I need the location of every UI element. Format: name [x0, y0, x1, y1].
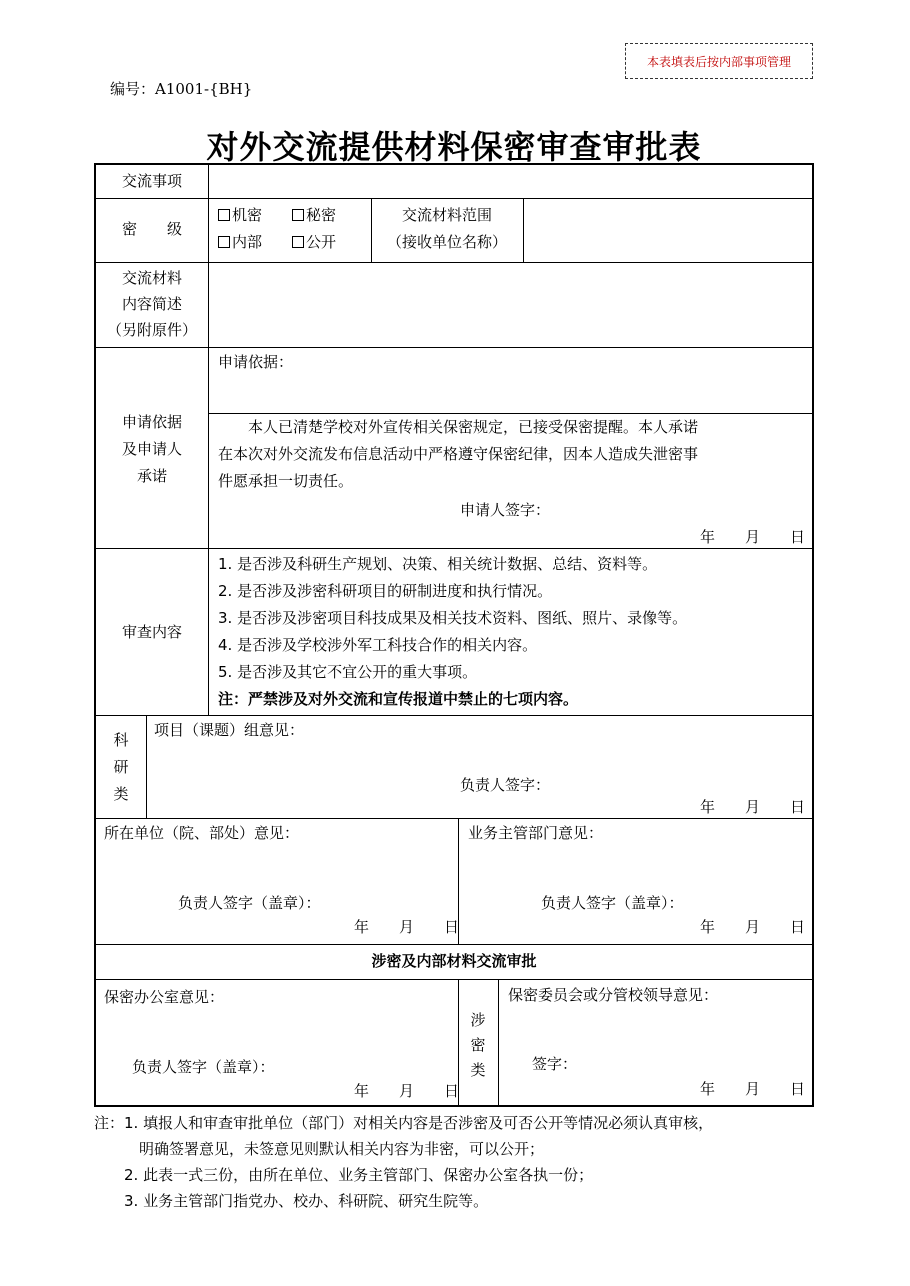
checkbox-internal[interactable]: 内部 — [218, 229, 262, 256]
research-leader-signature: 负责人签字： — [460, 776, 551, 794]
review-note: 注：严禁涉及对外交流和宣传报道中禁止的七项内容。 — [218, 690, 579, 708]
secret-label-1: 涉 — [470, 1011, 486, 1029]
checkbox-confidential[interactable]: 机密 — [218, 202, 262, 229]
unit-opinion-label: 所在单位（院、部处）意见： — [104, 824, 300, 842]
research-label-1: 科 — [113, 731, 129, 749]
committee-signature: 签字： — [532, 1055, 578, 1073]
secret-label-3: 类 — [470, 1061, 486, 1079]
content-description-field[interactable] — [209, 263, 812, 347]
basis-label-line-3: 承诺 — [136, 467, 167, 485]
footnote-1-cont: 明确签署意见，未签意见则默认相关内容为非密，可以公开； — [94, 1140, 545, 1158]
content-label-line-2: 内容简述 — [121, 295, 182, 313]
secret-level-label: 密 级 — [121, 220, 182, 238]
checkbox-icon — [292, 209, 304, 221]
content-label-line-1: 交流材料 — [121, 269, 182, 287]
basis-label-line-2: 及申请人 — [121, 440, 182, 458]
unit-leader-signature: 负责人签字（盖章）： — [178, 894, 321, 912]
secrecy-office-opinion: 保密办公室意见： — [104, 988, 225, 1006]
exchange-item-label: 交流事项 — [121, 172, 182, 190]
commitment-line-3: 件愿承担一切责任。 — [218, 472, 354, 490]
content-label-line-3: （另附原件） — [106, 321, 197, 339]
footnote-3: 3. 业务主管部门指党办、校办、科研院、研究生院等。 — [94, 1192, 489, 1210]
checkbox-icon — [218, 209, 230, 221]
internal-management-stamp: 本表填表后按内部事项管理 — [625, 43, 813, 79]
review-item-5: 5. 是否涉及其它不宜公开的重大事项。 — [218, 663, 478, 681]
review-item-4: 4. 是否涉及学校涉外军工科技合作的相关内容。 — [218, 636, 538, 654]
review-item-2: 2. 是否涉及涉密科研项目的研制进度和执行情况。 — [218, 582, 553, 600]
project-group-opinion: 项目（课题）组意见： — [154, 721, 305, 739]
dept-date: 年 月 日 — [700, 918, 806, 936]
exchange-item-field[interactable] — [209, 165, 812, 198]
footnote-1: 注：1. 填报人和审查审批单位（部门）对相关内容是否涉密及可否公开等情况必须认真审核， — [94, 1114, 714, 1132]
research-label-2: 研 — [113, 758, 129, 776]
unit-date: 年 月 日 — [354, 918, 460, 936]
committee-date: 年 月 日 — [700, 1080, 806, 1098]
application-basis-heading: 申请依据： — [218, 353, 294, 371]
checkbox-secret[interactable]: 秘密 — [292, 202, 336, 229]
committee-opinion-label: 保密委员会或分管校领导意见： — [508, 986, 719, 1004]
research-date: 年 月 日 — [700, 798, 806, 816]
footnote-2: 2. 此表一式三份，由所在单位、业务主管部门、保密办公室各执一份； — [94, 1166, 594, 1184]
approval-form-table — [94, 163, 814, 1107]
checkbox-public[interactable]: 公开 — [292, 229, 336, 256]
review-item-1: 1. 是否涉及科研生产规划、决策、相关统计数据、总结、资料等。 — [218, 555, 658, 573]
footnotes — [94, 1110, 713, 1214]
review-item-3: 3. 是否涉及涉密项目科技成果及相关技术资料、图纸、照片、录像等。 — [218, 609, 688, 627]
receiving-unit-label: （接收单位名称） — [386, 233, 507, 251]
secrecy-office-signature: 负责人签字（盖章）： — [132, 1058, 275, 1076]
applicant-signature-label: 申请人签字： — [460, 501, 551, 519]
applicant-date: 年 月 日 — [700, 528, 806, 546]
checkbox-icon — [218, 236, 230, 248]
secret-label-2: 密 — [470, 1036, 486, 1054]
serial-number: 编号：A1001-{BH} — [110, 80, 253, 98]
commitment-line-1: 本人已清楚学校对外宣传相关保密规定，已接受保密提醒。本人承诺 — [218, 418, 699, 436]
review-content-label: 审查内容 — [121, 623, 182, 641]
commitment-line-2: 在本次对外交流发布信息活动中严格遵守保密纪律，因本人造成失泄密事 — [218, 445, 699, 463]
dept-leader-signature: 负责人签字（盖章）： — [541, 894, 684, 912]
form-title: 对外交流提供材料保密审查审批表 — [206, 128, 702, 166]
material-scope-field[interactable] — [524, 199, 812, 262]
basis-label-line-1: 申请依据 — [121, 413, 182, 431]
research-label-3: 类 — [113, 785, 129, 803]
checkbox-icon — [292, 236, 304, 248]
dept-opinion-label: 业务主管部门意见： — [468, 824, 604, 842]
material-scope-label: 交流材料范围 — [401, 206, 492, 224]
secret-section-title: 涉密及内部材料交流审批 — [371, 952, 537, 970]
secrecy-office-date: 年 月 日 — [354, 1082, 460, 1100]
